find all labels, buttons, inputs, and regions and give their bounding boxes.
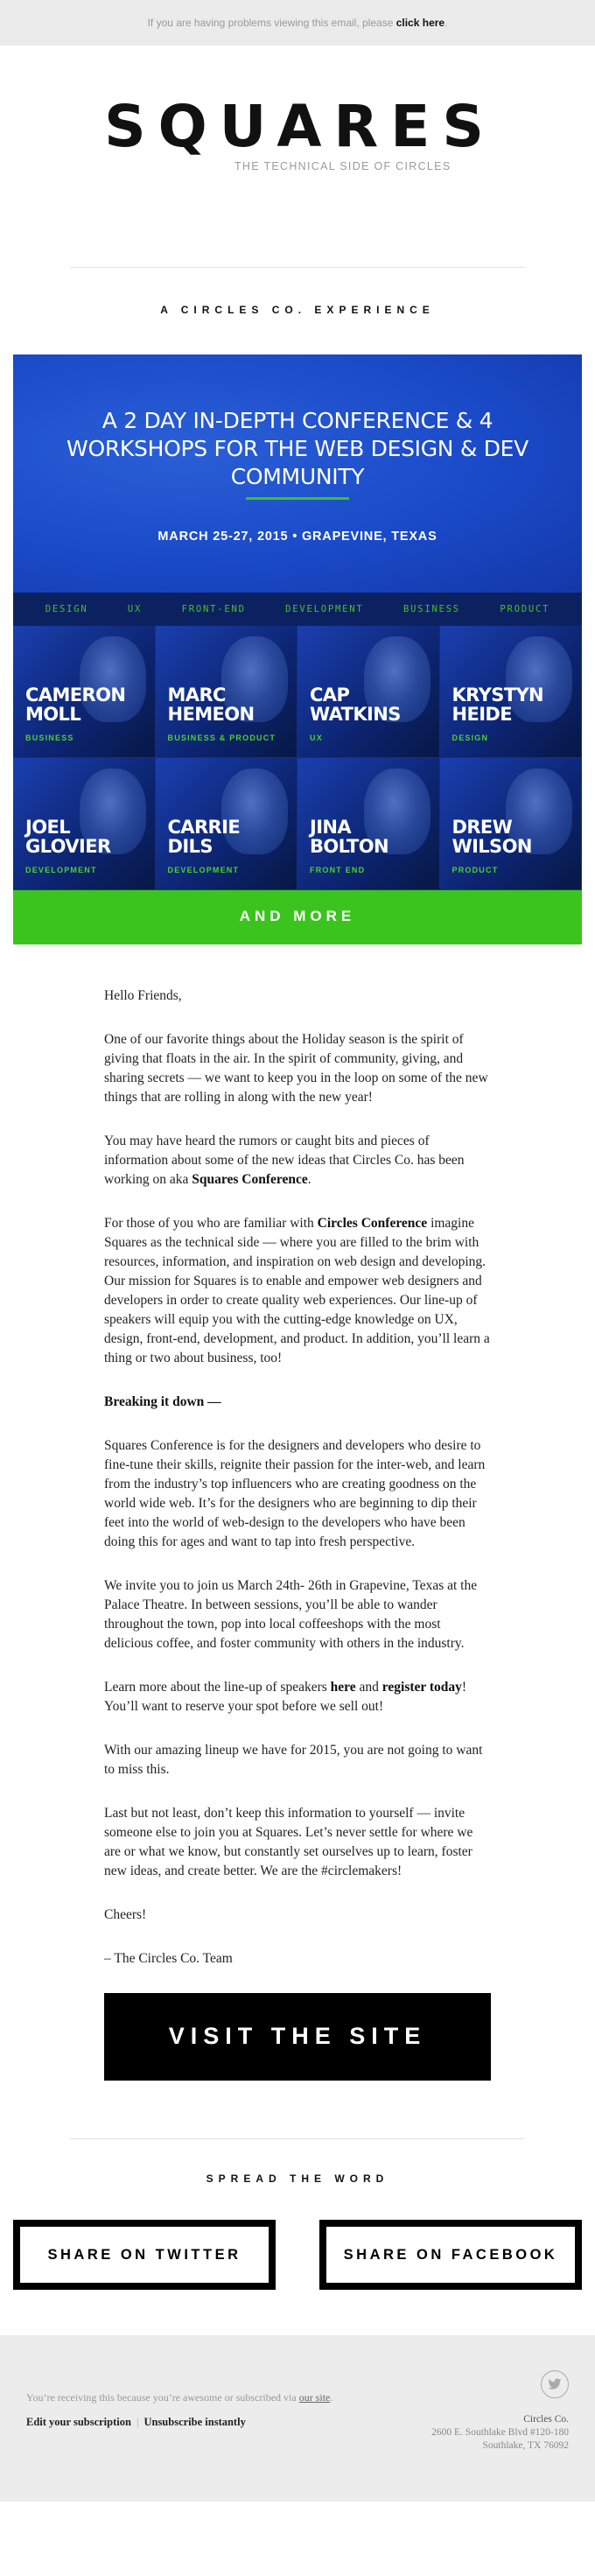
speaker-last-name: MOLL (25, 704, 81, 725)
spread-the-word-heading: SPREAD THE WORD (206, 2172, 389, 2185)
speaker-first-name: KRYSTYN (452, 684, 544, 705)
view-online-period: . (444, 17, 448, 29)
share-facebook-button[interactable]: SHARE ON FACEBOOK (319, 2220, 582, 2290)
speaker-role: PRODUCT (452, 866, 499, 874)
paragraph: Squares Conference is for the designers and developers who desire to fine-tune their skills, reignite their passion for the inter-web, and learn from the industry’s top influencers who are creating goodness on the world wide web. It’s for the designers who are beginning to dip their feet into the world of web-design to the developers who have been doing this for ages and want to tap into fresh perspective. (104, 1438, 486, 1549)
unsubscribe-link[interactable]: Unsubscribe instantly (144, 2416, 246, 2428)
topic-development: DEVELOPMENT (285, 604, 364, 614)
speaker-card (13, 758, 156, 890)
section-heading (104, 1393, 491, 1412)
share-twitter-button[interactable]: SHARE ON TWITTER (13, 2220, 276, 2290)
emphasis: Squares Conference (192, 1172, 308, 1187)
topic-product: PRODUCT (500, 604, 550, 614)
paragraph (104, 1132, 491, 1190)
speaker-first-name: CAMERON (25, 684, 126, 705)
note-text: You’re receiving this because you’re awesome or subscribed via (26, 2391, 297, 2404)
address-line: 2600 E. Southlake Blvd #120-180 (431, 2427, 569, 2438)
closing: Cheers! (104, 1907, 147, 1922)
emphasis: Circles Conference (317, 1216, 428, 1231)
and-more-banner[interactable]: AND MORE (13, 890, 582, 944)
separator: | (136, 2416, 139, 2428)
topic-ux: UX (127, 604, 143, 614)
subscription-note (26, 2391, 332, 2404)
footer (0, 2335, 595, 2502)
topic-strip (13, 593, 582, 626)
footer-links (26, 2416, 246, 2429)
speaker-card (156, 758, 298, 890)
speaker-name (168, 818, 241, 856)
greeting: Hello Friends, (104, 988, 182, 1003)
speaker-last-name: WATKINS (310, 704, 401, 725)
speaker-last-name: HEIDE (452, 704, 513, 725)
text: imagine Squares as the technical side — where you are filled to the brim with resources, information, and inspiration on web design and developing. Our mission for Squares is to enable and empower web designers and developers in order to create quality web experiences. Our line-up of speakers will equip you with the cutting-edge knowledge on UX, design, front-end, development, and product. In addition, you’ll learn a thing or two about business, too! (104, 1216, 490, 1365)
speaker-name (310, 818, 388, 856)
text: ! You’ll want to reserve your spot before we sell out! (104, 1680, 467, 1714)
speaker-last-name: WILSON (452, 836, 532, 857)
speaker-first-name: DREW (452, 817, 513, 838)
speaker-first-name: JINA (310, 817, 352, 838)
speaker-role: FRONT END (310, 866, 366, 874)
text: Learn more about the line-up of speakers (104, 1680, 327, 1695)
twitter-icon[interactable] (541, 2370, 569, 2398)
speaker-card (298, 626, 440, 758)
speaker-role: BUSINESS (25, 733, 74, 742)
hero-date: MARCH 25-27, 2015 • GRAPEVINE, TEXAS (158, 530, 438, 544)
text: You may have heard the rumors or caught bits and pieces of information about some of the new ideas that Circles Co. has been working on aka (104, 1134, 465, 1187)
paragraph: With our amazing lineup we have for 2015, you are not going to want to miss this. (104, 1743, 483, 1777)
hero-banner[interactable] (13, 354, 582, 944)
visit-site-button[interactable]: VISIT THE SITE (104, 1993, 491, 2081)
speaker-name (25, 818, 111, 856)
divider (70, 267, 525, 268)
paragraph (104, 1678, 491, 1716)
speaker-last-name: DILS (167, 836, 213, 857)
text: . (307, 1172, 312, 1187)
topic-design: DESIGN (45, 604, 88, 614)
register-link[interactable]: register today (382, 1680, 462, 1695)
speaker-first-name: MARC (167, 684, 226, 705)
squares-logo[interactable]: SQUARES (104, 93, 496, 160)
speaker-grid (13, 626, 582, 890)
company-address (431, 2413, 569, 2453)
view-online-bar (0, 0, 595, 46)
company-name: Circles Co. (523, 2414, 569, 2425)
speaker-role: DEVELOPMENT (25, 866, 97, 874)
paragraph: We invite you to join us March 24th- 26th in Grapevine, Texas at the Palace Theatre. In between sessions, you’ll be able to wander throughout the town, pop into local coffeeshops with the most delicious coffee, and foster community with others in the industry. (104, 1578, 478, 1651)
text: and (359, 1680, 379, 1695)
speaker-last-name: HEMEON (167, 704, 255, 725)
speaker-last-name: GLOVIER (25, 836, 111, 857)
share-buttons (13, 2220, 582, 2290)
speaker-card (440, 758, 583, 890)
topic-business: BUSINESS (402, 604, 460, 614)
view-online-notice: If you are having problems viewing this email, please (147, 17, 394, 29)
edit-subscription-link[interactable]: Edit your subscription (26, 2416, 131, 2428)
speaker-last-name: BOLTON (310, 836, 388, 857)
address-line: Southlake, TX 76092 (482, 2440, 569, 2451)
speaker-card (156, 626, 298, 758)
brand-tagline: THE TECHNICAL SIDE OF CIRCLES (234, 160, 452, 172)
experience-label: A CIRCLES CO. EXPERIENCE (160, 304, 435, 316)
text: For those of you who are familiar with (104, 1216, 314, 1231)
note-period: . (330, 2391, 333, 2404)
paragraph (104, 1214, 491, 1368)
speaker-first-name: JOEL (25, 817, 70, 838)
speaker-card (440, 626, 583, 758)
email-body (104, 944, 491, 1969)
hero-accent-line (246, 497, 349, 500)
speaker-first-name: CARRIE (167, 817, 241, 838)
topic-front-end: FRONT-END (181, 604, 246, 614)
paragraph: One of our favorite things about the Holiday season is the spirit of giving that floats in the air. In the spirit of community, giving, and sharing secrets — we want to keep you in the loop on some of the new things that are rolling in along with the new year! (104, 1032, 488, 1105)
speaker-name (452, 818, 532, 856)
hero-title: A 2 DAY IN-DEPTH CONFERENCE & 4 WORKSHOPS FOR THE WEB DESIGN & DEV COMMUNITY (66, 408, 528, 489)
speaker-role: BUSINESS & PRODUCT (167, 733, 276, 742)
speaker-name (25, 685, 125, 724)
speaker-name (310, 685, 401, 724)
speaker-name (168, 685, 255, 724)
our-site-link[interactable]: our site (298, 2391, 331, 2404)
divider (70, 2138, 525, 2139)
speaker-card (13, 626, 156, 758)
paragraph: Last but not least, don’t keep this information to yourself — invite someone else to join you at Squares. Let’s never settle for where we are or what we know, but constantly set ourselves up to learn, foster new ideas, and create better. We are the #circlemakers! (104, 1806, 473, 1878)
signature: – The Circles Co. Team (104, 1951, 233, 1966)
speaker-role: UX (310, 733, 323, 742)
speaker-role: DEVELOPMENT (167, 866, 240, 874)
speaker-role: DESIGN (452, 733, 489, 742)
speaker-name (452, 685, 544, 724)
speaker-card (298, 758, 440, 890)
speakers-link[interactable]: here (330, 1680, 356, 1695)
heading-text: Breaking it down — (104, 1394, 221, 1409)
speaker-first-name: CAP (310, 684, 350, 705)
brand-header (0, 46, 595, 269)
click-here-link[interactable]: click here (396, 17, 445, 29)
